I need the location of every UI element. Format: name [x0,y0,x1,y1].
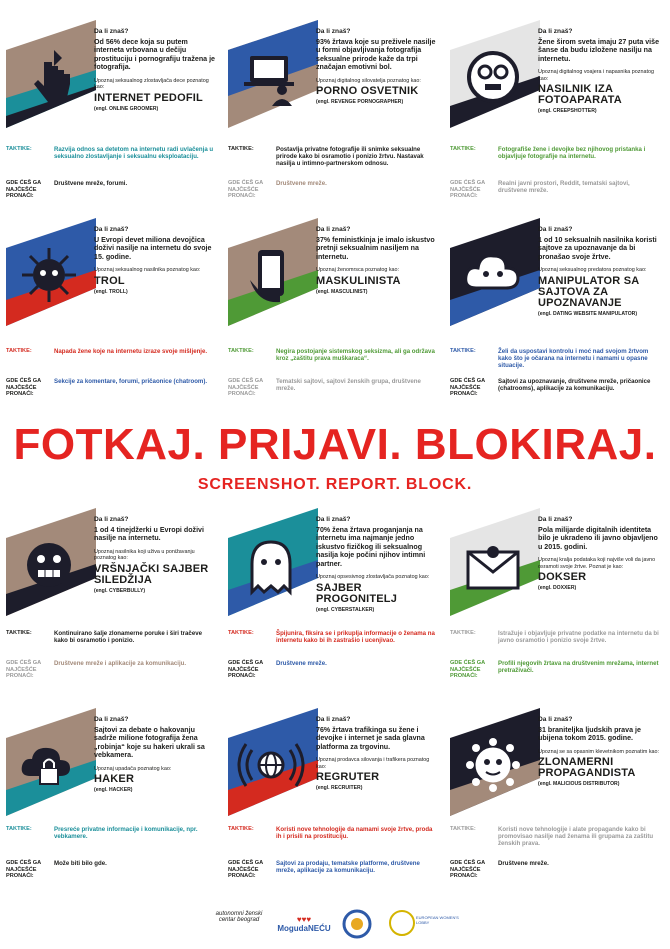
where-text: Sajtovi za prodaju, tematske platforme, društvene mreže, aplikacije za komunikaciju. [276,860,420,875]
where-text: Društvene mreže, forumi. [54,180,128,187]
tactics-label: TAKTIKE: [228,630,254,636]
where-label: GDE ĆEŠ GA NAJČEŠĆE PRONAĆI: [228,378,263,396]
card-zlonamerni-propagandista [450,708,662,886]
logo-autonomni-zenski-centar: autonomni ženski centar beograd [215,911,263,923]
where-text: Realni javni prostori, Reddit, tematski sajtovi, društvene mreže. [498,180,630,195]
did-you-know: Da li znaš? [538,516,573,523]
where-label: GDE ĆEŠ GA NAJČEŠĆE PRONAĆI: [6,660,41,680]
emblem-icon [342,909,372,939]
card-dokser [450,508,662,686]
intro-text: Upoznaj digitalnog silovatelja poznatog kao: [316,77,421,84]
where-label: GDE ĆEŠ GA NAJČEŠĆE PRONAĆI: [228,180,263,198]
cloud-lock-icon [14,730,84,800]
tactics-label: TAKTIKE: [450,630,476,636]
germ-face-icon [458,730,528,800]
tactics-label: TAKTIKE: [450,348,476,354]
logo-ewl-text: EUROPEAN WOMEN'S LOBBY [416,915,459,925]
grimace-face-icon [14,530,84,600]
stat-text: Žene širom sveta imaju 27 puta više šanse da budu izložene nasilju na internetu. [538,38,660,63]
card-sajber-siledzija [6,508,218,686]
did-you-know: Da li znaš? [316,516,351,523]
stat-text: 76% žrtava trafikinga su žene i devojke i internet je sada glavna platforma za trgovinu. [316,726,425,751]
english-name: (engl. MALICIOUS DISTRIBUTOR) [538,781,620,788]
card-nasilnik-iza-fotoaparata [450,20,662,198]
where-label: GDE ĆEŠ GA NAJČEŠĆE PRONAĆI: [450,860,485,880]
english-name: (engl. ONLINE GROOMER) [94,105,159,112]
card-maskulinista [228,218,440,396]
did-you-know: Da li znaš? [94,226,129,233]
abuser-name: TROL [94,274,125,287]
abuser-name: NASILNIK IZA FOTOAPARATA [538,83,622,107]
tactics-text: Koristi nove tehnologije da namami svoje žrtve, proda ih i prisili na prostituciju. [276,826,433,841]
english-name: (engl. HACKER) [94,787,133,794]
tactics-label: TAKTIKE: [6,630,32,636]
did-you-know: Da li znaš? [94,516,129,523]
did-you-know: Da li znaš? [538,226,573,233]
hearts-icon: ♥♥♥ [296,915,312,924]
abuser-name: ZLONAMERNI PROPAGANDISTA [538,756,636,780]
stat-text: 93% žrtava koje su preživele nasilje u formi objavljivanja fotografija seksualne prirode kaže da trpi značajan emotivni bol. [316,38,436,72]
where-label: GDE ĆEŠ GA NAJČEŠĆE PRONAĆI: [228,860,263,880]
english-name: (engl. CYBERSTALKER) [316,606,375,613]
phone-hand-icon [236,240,306,310]
tactics-text: Špijunira, fiksira se i prikuplja informacije o ženama na internetu kako bi ih zastrašio i ucenjivao. [276,630,435,645]
where-label: GDE ĆEŠ GA NAJČEŠĆE PRONAĆI: [6,378,41,396]
did-you-know: Da li znaš? [538,28,573,35]
did-you-know: Da li znaš? [316,226,351,233]
intro-text: Upoznaj upadača poznatog kao: [94,765,172,772]
abuser-name: INTERNET PEDOFIL [94,91,203,104]
tactics-text: Postavlja privatne fotografije ili snimke seksualne prirode kako bi osramotio i ponizio žrtvu. Nastavak nasilja u intimno-partnerskom odnosu. [276,146,424,168]
tactics-label: TAKTIKE: [450,826,476,832]
english-name: (engl. REVENGE PORNOGRAPHER) [316,99,404,106]
abuser-name: HAKER [94,773,135,786]
stat-text: 1 od 4 tinejdžerki u Evropi doživi nasilje na internetu. [94,526,204,543]
envelope-user-icon [458,530,528,600]
card-porno-osvetnik [228,20,440,198]
card-trol [6,218,218,396]
where-text: Profili njegovih žrtava na društvenim mrežama, internet pretraživači. [498,660,659,675]
footer-logos [0,905,670,949]
where-label: GDE ĆEŠ GA NAJČEŠĆE PRONAĆI: [450,180,485,198]
globe-signal-icon [236,730,306,800]
stat-text: Pola milijarde digitalnih identiteta bilo je ukradeno ili javno objavljeno u 2015. godini. [538,526,658,551]
where-text: Sekcije za komentare, forumi, pričaonice (chatroom). [54,378,208,385]
english-name: (engl. CYBERBULLY) [94,588,146,594]
intro-text: Upoznaj seksualnog nasilnika poznatog kao: [94,267,201,274]
intro-text: Upoznaj prodavca silovanja i trafikera poznatog kao: [316,757,430,770]
where-text: Društvene mreže. [276,180,327,187]
did-you-know: Da li znaš? [94,28,129,35]
where-text: Može biti bilo gde. [54,860,107,867]
abuser-name: PORNO OSVETNIK [316,85,419,98]
logo-mogu-da-necu-text: MogudaNEĆU [277,924,331,933]
stat-text: Sajtovi za debate o hakovanju sadrže milione fotografija žena „robinja“ koje su hakeri ukrali sa vebkamera. [94,726,205,760]
laptop-user-icon [236,42,306,112]
abuser-name: VRŠNJAČKI SAJBER SILEDŽIJA [94,563,209,586]
tactics-text: Negira postojanje sistemskog seksizma, ali ga održava kroz „zaštitu prava muškaraca“. [276,348,435,363]
creep-face-icon [458,42,528,112]
where-label: GDE ĆEŠ GA NAJČEŠĆE PRONAĆI: [228,660,263,680]
tactics-text: Presreće privatne informacije i komunikacije, npr. vebkamere. [54,826,198,841]
abuser-name: SAJBER PROGONITELJ [316,581,398,605]
sub-headline: SCREENSHOT. REPORT. BLOCK. [197,476,473,493]
tactics-text: Istražuje i objavljuje privatne podatke na internetu da bi javno osramotio i ponizio svoje žrtve. [498,630,659,645]
english-name: (engl. MASCULINIST) [316,288,368,295]
intro-text: Upoznaj kralja podataka koji najviše voli da javno osramoti svoje žrtve. Poznat je kao: [538,557,656,570]
abuser-name: MASKULINISTA [316,274,401,287]
tactics-label: TAKTIKE: [228,826,254,832]
stat-text: U Evropi devet miliona devojčica doživi nasilje na internetu do svoje 15. godine. [94,236,212,261]
logo-mogu-da-necu [274,915,334,933]
tactics-text: Napada žene koje na internetu izraze svoje mišljenje. [54,348,208,355]
abuser-name: REGRUTER [316,771,380,784]
where-text: Tematski sajtovi, sajtovi ženskih grupa, društvene mreže. [276,378,421,393]
cloud-face-icon [458,240,528,310]
tactics-label: TAKTIKE: [228,348,254,354]
hand-touch-icon [14,42,84,112]
where-label: GDE ĆEŠ GA NAJČEŠĆE PRONAĆI: [6,860,41,880]
intro-text: Upoznaj se sa opasnim klevetnikom poznatim kao: [538,748,660,755]
did-you-know: Da li znaš? [316,28,351,35]
tactics-label: TAKTIKE: [6,146,32,152]
did-you-know: Da li znaš? [316,716,351,723]
stat-text: 1 od 10 seksualnih nasilnika koristi sajtove za upoznavanje da bi pronašao svoje žrtve. [538,236,657,261]
english-name: (engl. TROLL) [94,288,128,295]
where-label: GDE ĆEŠ GA NAJČEŠĆE PRONAĆI: [450,660,485,680]
where-text: Društvene mreže i aplikacije za komunikaciju. [54,660,187,667]
stat-text: 31 braniteljka ljudskih prava je ubijena tokom 2015. godine. [538,726,641,743]
where-text: Sajtovi za upoznavanje, društvene mreže, pričaonice (chatrooms), aplikacije za komunikaciju. [498,378,651,393]
where-label: GDE ĆEŠ GA NAJČEŠĆE PRONAĆI: [6,180,41,198]
intro-text: Upoznaj seksualnog predatora poznatog kao: [538,267,647,274]
did-you-know: Da li znaš? [94,716,129,723]
main-headline: FOTKAJ. PRIJAVI. BLOKIRAJ. [13,420,657,469]
where-text: Društvene mreže. [498,860,549,867]
virus-troll-icon [14,240,84,310]
abuser-name: DOKSER [538,571,587,584]
did-you-know: Da li znaš? [538,716,573,723]
where-text: Društvene mreže. [276,660,327,667]
tactics-label: TAKTIKE: [6,348,32,354]
ewl-logo-icon [388,909,416,937]
intro-text: Upoznaj ženomrsca poznatog kao: [316,267,400,274]
intro-text: Upoznaj seksualnog zlostavljača dece poznatog kao: [94,77,209,91]
tactics-label: TAKTIKE: [6,826,32,832]
intro-text: Upoznaj nasilnika koji uživa u ponižavanju poznatog kao: [94,548,195,562]
ghost-icon [236,530,306,600]
abuser-name: MANIPULATOR SA SAJTOVA ZA UPOZNAVANJE [538,274,639,309]
card-regruter [228,708,440,886]
tactics-label: TAKTIKE: [228,146,254,152]
stat-text: 70% žena žrtava proganjanja na internetu ima najmanje jedno iskustvo fizičkog ili seksualnog nasilja koje počini njihov intimni partner. [316,526,426,568]
tactics-text: Koristi nove tehnologije i alate propagande kako bi promovisao nasilje nad ženama ili grupama za zaštitu ženskih prava. [498,826,654,848]
card-manipulator [450,218,662,396]
where-label: GDE ĆEŠ GA NAJČEŠĆE PRONAĆI: [450,378,485,396]
card-internet-pedofil [6,20,218,198]
tactics-text: Razvija odnos sa detetom na internetu radi uvlačenja u seksualno zlostavljanje i seksualnu eksploataciju. [54,146,214,161]
tactics-text: Želi da uspostavi kontrolu i moć nad svojom žrtvom kako što je očarana na internetu i namami u opasne situacije. [498,348,649,370]
tactics-text: Fotografiše žene i devojke bez njihovog pristanka i objavljuje fotografije na internetu. [498,146,646,161]
english-name: (engl. CREEPSHOTTER) [538,108,597,115]
english-name: (engl. RECRUITER) [316,785,363,792]
card-haker [6,708,218,886]
intro-text: Upoznaj opsesivnog zlostavljača poznatog kao: [316,574,430,581]
english-name: (engl. DATING WEBSITE MANIPULATOR) [538,310,638,317]
card-sajber-progonitelj [228,508,440,686]
stat-text: 37% feministkinja je imalo iskustvo pretnji seksualnim nasiljem na internetu. [316,236,435,261]
tactics-label: TAKTIKE: [450,146,476,152]
tactics-text: Kontinuirano šalje zlonamerne poruke i širi tračeve kako bi osramotio i ponizio. [54,630,202,645]
stat-text: Od 56% dece koja su putem interneta vrbovana u dečiju prostituciju i pornografiju tražena je fotografija. [94,38,215,72]
intro-text: Upoznaj digitalnog voajera i napasnika poznatog kao: [538,69,654,82]
english-name: (engl. DOXXER) [538,585,577,592]
